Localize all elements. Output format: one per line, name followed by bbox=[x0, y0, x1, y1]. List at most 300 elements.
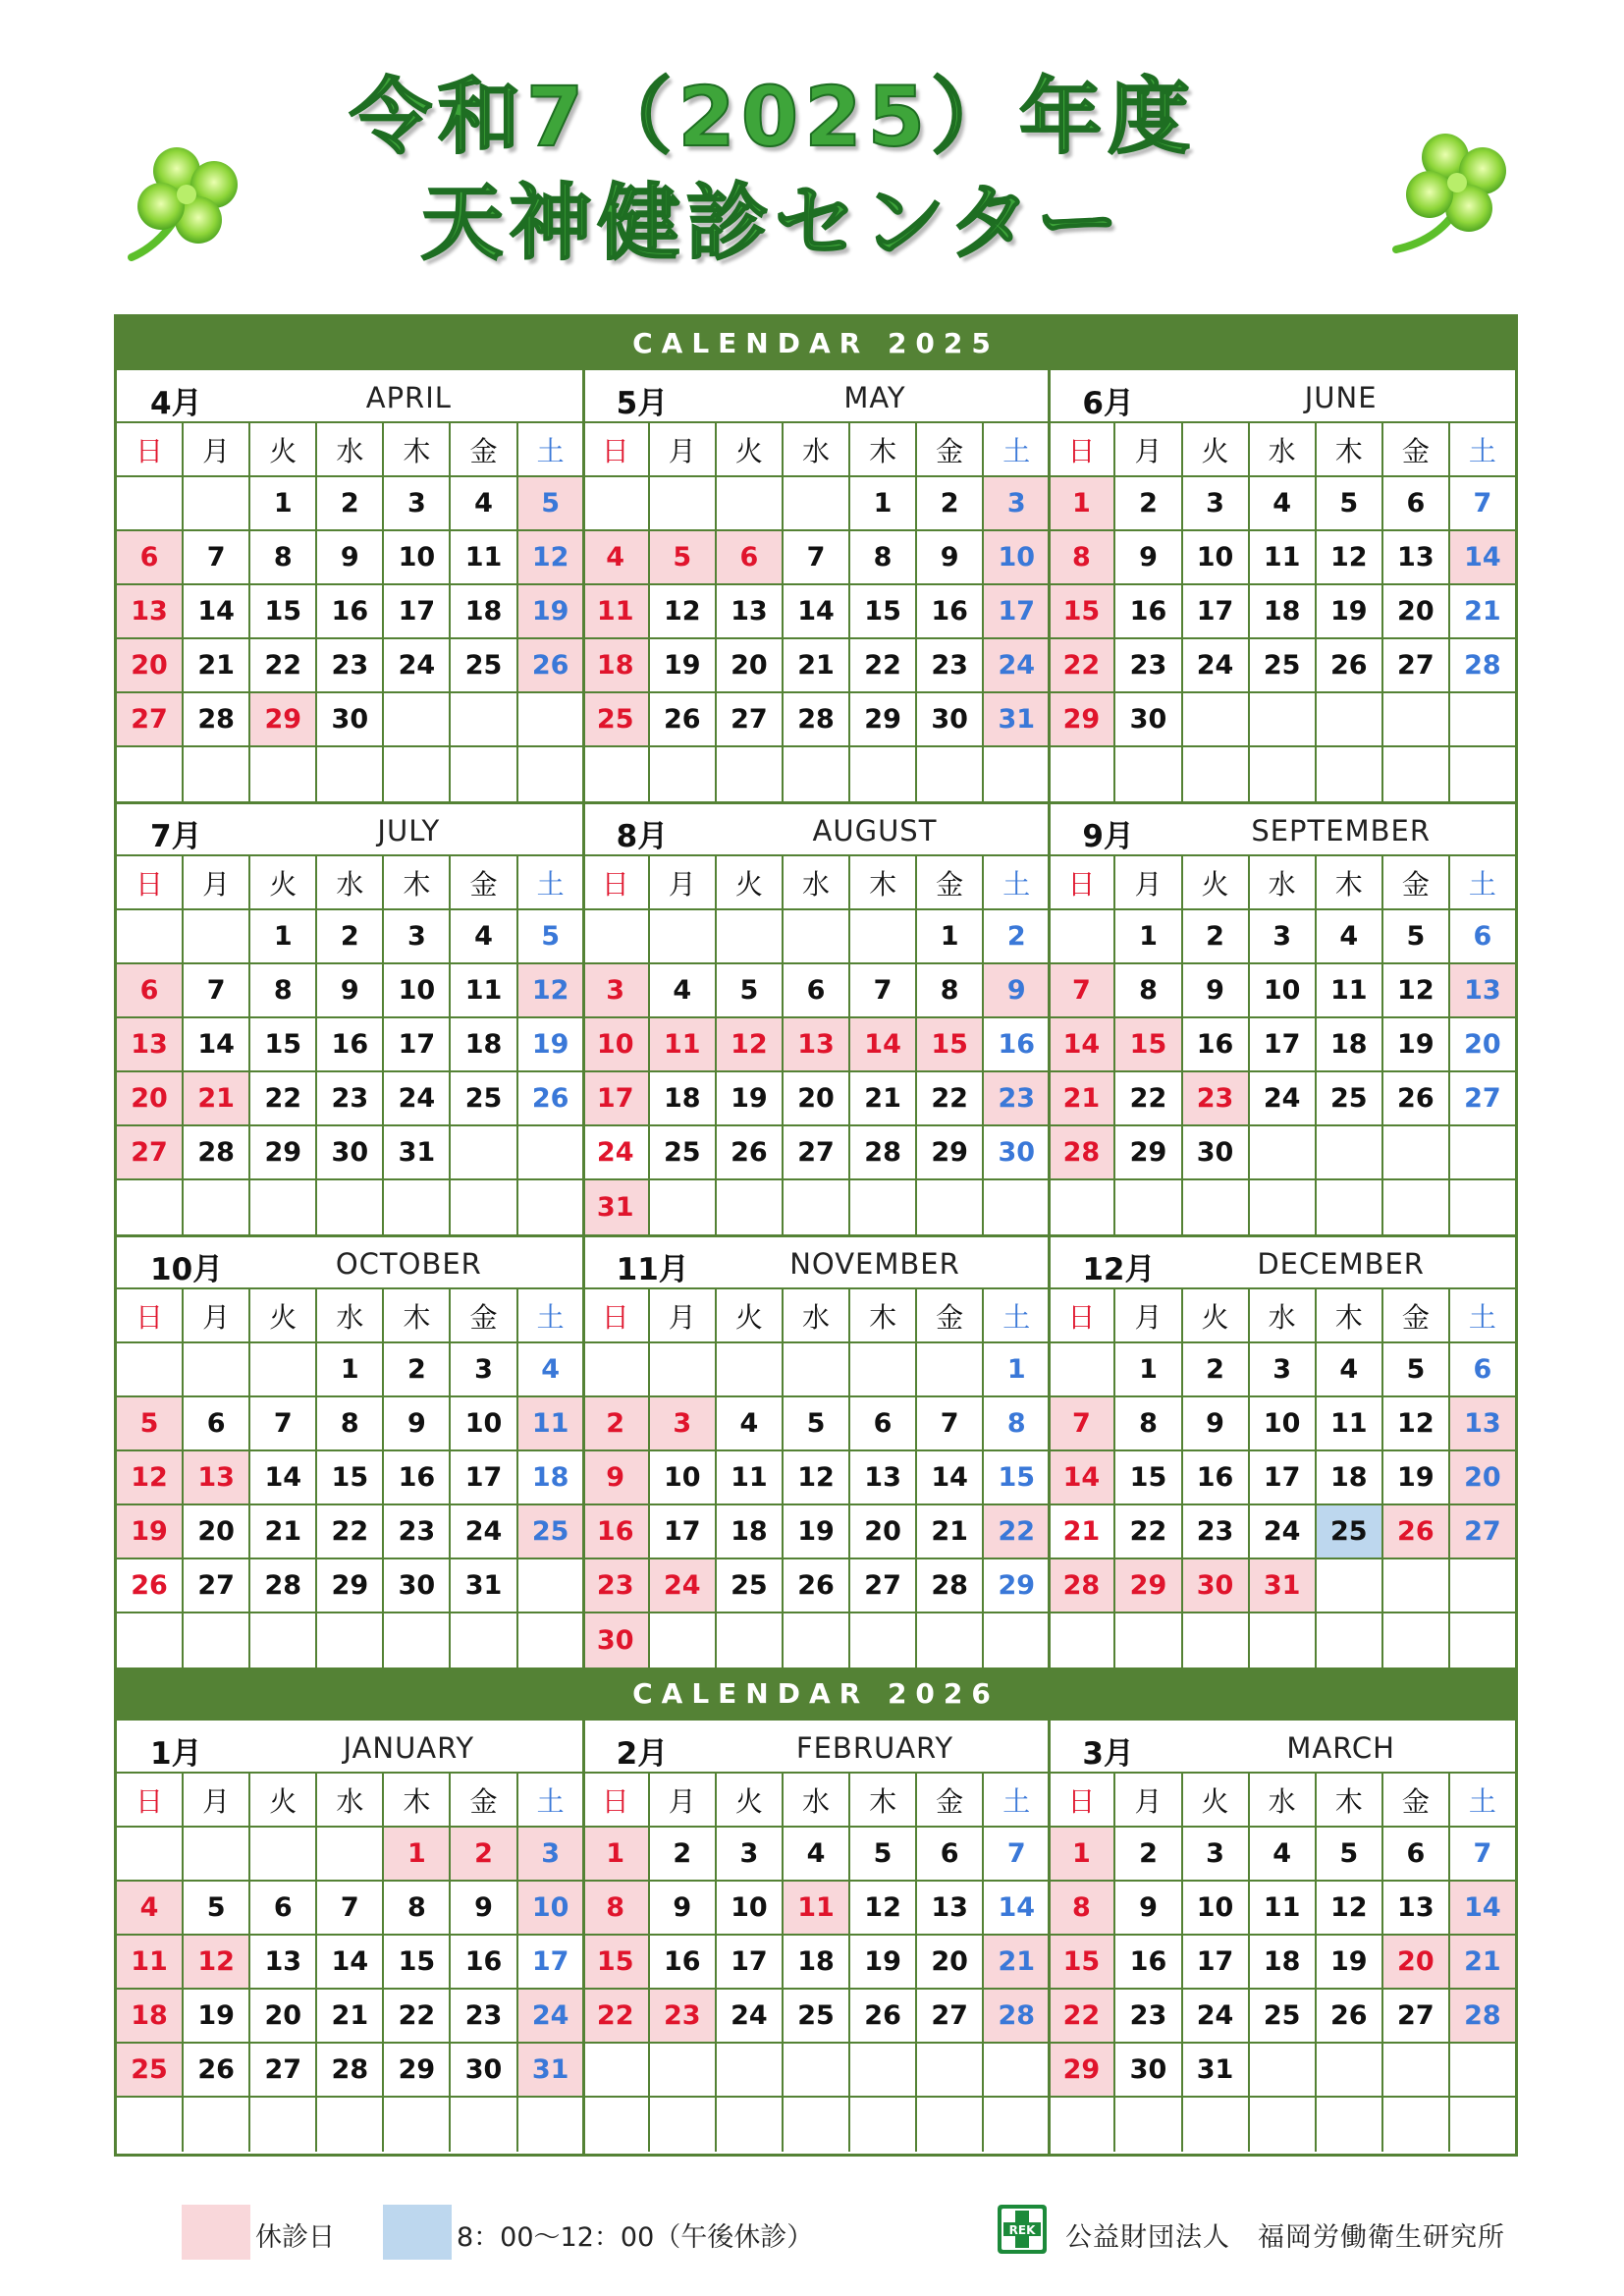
weekday-row bbox=[583, 1774, 1050, 1828]
day-cell: 27 bbox=[1383, 639, 1450, 691]
day-cell: 4 bbox=[541, 1354, 560, 1385]
day-cell: 13 bbox=[1383, 531, 1450, 583]
week-row bbox=[583, 1126, 1050, 1180]
week-row bbox=[1049, 2098, 1515, 2152]
day-cell: 12 bbox=[717, 1018, 784, 1070]
month-number-label: 5月 bbox=[616, 386, 669, 421]
empty-cell bbox=[1383, 2098, 1450, 2152]
weekday-label: 火 bbox=[1183, 856, 1250, 908]
day-cell: 19 bbox=[117, 1505, 184, 1558]
week-row bbox=[1049, 639, 1515, 693]
month-header bbox=[1049, 1236, 1515, 1289]
day-cell: 3 bbox=[583, 964, 650, 1016]
empty-cell bbox=[583, 2044, 650, 2096]
day-cell: 4 bbox=[451, 910, 517, 962]
day-cell: 18 bbox=[1250, 585, 1317, 637]
weekday-label: 土 bbox=[1468, 1784, 1496, 1818]
week-row bbox=[583, 2098, 1050, 2152]
empty-cell bbox=[1317, 1559, 1383, 1612]
day-cell: 25 bbox=[451, 639, 517, 691]
day-cell: 24 bbox=[984, 639, 1049, 691]
day-cell: 1 bbox=[250, 910, 317, 962]
day-cell: 18 bbox=[1317, 1451, 1383, 1503]
empty-cell bbox=[1317, 747, 1383, 801]
day-cell: 21 bbox=[917, 1505, 984, 1558]
week-row bbox=[1049, 477, 1515, 531]
empty-cell bbox=[384, 693, 451, 745]
day-cell: 12 bbox=[117, 1451, 184, 1503]
day-cell: 14 bbox=[998, 1892, 1036, 1923]
empty-cell bbox=[250, 2098, 317, 2152]
empty-cell bbox=[1317, 2044, 1383, 2096]
day-cell: 4 bbox=[583, 531, 650, 583]
empty-cell bbox=[117, 477, 184, 529]
month-number-label: 11月 bbox=[616, 1252, 689, 1287]
day-cell: 18 bbox=[117, 1990, 184, 2042]
weekday-row bbox=[117, 1289, 583, 1343]
day-cell: 10 bbox=[451, 1397, 517, 1449]
weekday-label: 土 bbox=[536, 1300, 565, 1334]
day-cell: 9 bbox=[1115, 1882, 1182, 1934]
empty-cell bbox=[717, 477, 784, 529]
week-row bbox=[117, 964, 583, 1018]
weekday-label: 日 bbox=[583, 423, 650, 475]
empty-cell bbox=[250, 1180, 317, 1234]
month-number-label: 7月 bbox=[150, 819, 202, 854]
weekday-label: 水 bbox=[784, 856, 850, 908]
day-cell: 17 bbox=[583, 1072, 650, 1124]
weekday-row bbox=[1049, 423, 1515, 477]
day-cell: 22 bbox=[583, 1990, 650, 2042]
weekday-label: 水 bbox=[1250, 423, 1317, 475]
week-row bbox=[583, 1990, 1050, 2044]
weekday-label: 水 bbox=[784, 423, 850, 475]
week-row bbox=[1049, 1343, 1515, 1397]
day-cell: 7 bbox=[317, 1882, 384, 1934]
weekday-label: 金 bbox=[1383, 423, 1450, 475]
weekday-label: 水 bbox=[317, 1774, 384, 1826]
day-cell: 7 bbox=[1006, 1838, 1026, 1869]
weekday-label: 水 bbox=[317, 856, 384, 908]
day-cell: 6 bbox=[784, 964, 850, 1016]
day-cell: 28 bbox=[1049, 1126, 1115, 1178]
day-cell: 23 bbox=[384, 1505, 451, 1558]
month-october bbox=[117, 1236, 583, 1669]
weekday-label: 月 bbox=[1115, 856, 1182, 908]
empty-cell bbox=[250, 1343, 317, 1395]
weekday-row bbox=[583, 856, 1050, 910]
empty-cell bbox=[1049, 1180, 1115, 1234]
page-title: 令和7（2025）年度 bbox=[349, 69, 1197, 165]
day-cell: 31 bbox=[384, 1126, 451, 1178]
day-cell: 13 bbox=[117, 585, 184, 637]
week-row bbox=[1049, 1990, 1515, 2044]
empty-cell bbox=[1383, 1126, 1450, 1178]
day-cell: 9 bbox=[1115, 531, 1182, 583]
day-cell: 11 bbox=[1250, 531, 1317, 583]
day-cell: 9 bbox=[650, 1882, 717, 1934]
day-cell: 27 bbox=[250, 2044, 317, 2096]
day-cell: 8 bbox=[384, 1882, 451, 1934]
day-cell: 30 bbox=[317, 1126, 384, 1178]
day-cell: 30 bbox=[583, 1613, 650, 1667]
day-cell: 7 bbox=[1049, 1397, 1115, 1449]
day-cell: 21 bbox=[184, 1072, 250, 1124]
month-english-label: SEPTEMBER bbox=[1251, 814, 1431, 847]
logo-text: REK bbox=[1008, 2223, 1036, 2237]
day-cell: 14 bbox=[184, 585, 250, 637]
day-cell: 10 bbox=[384, 964, 451, 1016]
empty-cell bbox=[850, 747, 917, 801]
empty-cell bbox=[518, 1559, 583, 1612]
week-row bbox=[117, 910, 583, 964]
weekday-label: 金 bbox=[451, 1774, 517, 1826]
day-cell: 10 bbox=[518, 1882, 583, 1934]
empty-cell bbox=[784, 477, 850, 529]
week-row bbox=[583, 1451, 1050, 1505]
month-english-label: MARCH bbox=[1286, 1731, 1395, 1765]
day-cell: 30 bbox=[1183, 1559, 1250, 1612]
day-cell: 15 bbox=[998, 1462, 1036, 1493]
day-cell: 23 bbox=[1115, 639, 1182, 691]
weekday-label: 土 bbox=[1002, 1300, 1031, 1334]
day-cell: 4 bbox=[1317, 910, 1383, 962]
empty-cell bbox=[650, 1343, 717, 1395]
day-cell: 17 bbox=[531, 1946, 569, 1977]
week-row bbox=[1049, 1936, 1515, 1990]
day-cell: 30 bbox=[998, 1137, 1036, 1168]
empty-cell bbox=[184, 477, 250, 529]
month-number-label: 3月 bbox=[1082, 1736, 1134, 1772]
day-cell: 7 bbox=[250, 1397, 317, 1449]
day-cell: 14 bbox=[1450, 1882, 1515, 1934]
day-cell: 13 bbox=[717, 585, 784, 637]
day-cell: 17 bbox=[1250, 1451, 1317, 1503]
empty-cell bbox=[1317, 1126, 1383, 1178]
day-cell: 25 bbox=[583, 693, 650, 745]
column-divider bbox=[582, 370, 585, 1667]
day-cell: 26 bbox=[518, 639, 583, 691]
day-cell: 2 bbox=[384, 1343, 451, 1395]
page-subtitle: 天神健診センター bbox=[420, 175, 1125, 271]
day-cell: 16 bbox=[451, 1936, 517, 1988]
day-cell: 25 bbox=[1250, 639, 1317, 691]
day-cell: 2 bbox=[1183, 1343, 1250, 1395]
day-cell: 21 bbox=[784, 639, 850, 691]
week-row bbox=[583, 477, 1050, 531]
day-cell: 10 bbox=[384, 531, 451, 583]
empty-cell bbox=[317, 747, 384, 801]
month-grid bbox=[117, 856, 583, 1234]
month-november bbox=[583, 1236, 1050, 1669]
empty-cell bbox=[184, 1828, 250, 1880]
day-cell: 28 bbox=[784, 693, 850, 745]
empty-cell bbox=[1383, 1559, 1450, 1612]
column-divider bbox=[1048, 1721, 1051, 2154]
weekday-label: 水 bbox=[1250, 856, 1317, 908]
empty-cell bbox=[1317, 1613, 1383, 1667]
day-cell: 29 bbox=[250, 693, 317, 745]
weekday-label: 土 bbox=[1002, 867, 1031, 901]
weekday-label: 月 bbox=[650, 1289, 717, 1341]
day-cell: 24 bbox=[1250, 1505, 1317, 1558]
empty-cell bbox=[1317, 2098, 1383, 2152]
month-grid bbox=[583, 1774, 1050, 2152]
weekday-label: 火 bbox=[250, 1774, 317, 1826]
day-cell: 27 bbox=[917, 1990, 984, 2042]
day-cell: 21 bbox=[250, 1505, 317, 1558]
month-english-label: AUGUST bbox=[812, 814, 938, 847]
week-row bbox=[1049, 1018, 1515, 1072]
empty-cell bbox=[1049, 1613, 1115, 1667]
day-cell: 24 bbox=[451, 1505, 517, 1558]
day-cell: 8 bbox=[917, 964, 984, 1016]
day-cell: 15 bbox=[250, 1018, 317, 1070]
month-english-label: JUNE bbox=[1304, 381, 1378, 414]
weekday-label: 水 bbox=[317, 423, 384, 475]
day-cell: 29 bbox=[1049, 2044, 1115, 2096]
month-grid bbox=[583, 423, 1050, 801]
empty-cell bbox=[1450, 693, 1515, 745]
weekday-label: 金 bbox=[1383, 856, 1450, 908]
day-cell: 4 bbox=[1250, 477, 1317, 529]
day-cell: 15 bbox=[583, 1936, 650, 1988]
empty-cell bbox=[117, 2098, 184, 2152]
weekday-label: 月 bbox=[1115, 423, 1182, 475]
day-cell: 13 bbox=[850, 1451, 917, 1503]
day-cell: 20 bbox=[1383, 585, 1450, 637]
empty-cell bbox=[984, 2044, 1049, 2096]
week-row bbox=[583, 1882, 1050, 1936]
week-row bbox=[583, 2044, 1050, 2098]
empty-cell bbox=[784, 2044, 850, 2096]
week-row bbox=[117, 1990, 583, 2044]
empty-cell bbox=[184, 1180, 250, 1234]
day-cell: 21 bbox=[1049, 1505, 1115, 1558]
weekday-label: 日 bbox=[117, 1774, 184, 1826]
day-cell: 5 bbox=[1383, 1343, 1450, 1395]
week-row bbox=[1049, 1072, 1515, 1126]
day-cell: 6 bbox=[850, 1397, 917, 1449]
day-cell: 6 bbox=[250, 1882, 317, 1934]
day-cell: 19 bbox=[850, 1936, 917, 1988]
weekday-label: 月 bbox=[184, 423, 250, 475]
day-cell: 29 bbox=[1115, 1126, 1182, 1178]
day-cell: 9 bbox=[984, 964, 1049, 1016]
empty-cell bbox=[518, 1613, 583, 1667]
weekday-label: 木 bbox=[850, 1774, 917, 1826]
day-cell: 22 bbox=[250, 639, 317, 691]
day-cell: 6 bbox=[184, 1397, 250, 1449]
day-cell: 3 bbox=[384, 910, 451, 962]
weekday-label: 火 bbox=[250, 856, 317, 908]
band-divider bbox=[117, 1234, 1515, 1237]
day-cell: 10 bbox=[1250, 1397, 1317, 1449]
day-cell: 22 bbox=[850, 639, 917, 691]
week-row bbox=[117, 1613, 583, 1667]
empty-cell bbox=[984, 1613, 1049, 1667]
day-cell: 18 bbox=[583, 639, 650, 691]
day-cell: 12 bbox=[784, 1451, 850, 1503]
week-row bbox=[117, 1180, 583, 1234]
day-cell: 1 bbox=[317, 1343, 384, 1395]
day-cell: 11 bbox=[451, 531, 517, 583]
month-number-label: 8月 bbox=[616, 819, 669, 854]
day-cell: 16 bbox=[317, 1018, 384, 1070]
week-row bbox=[583, 1072, 1050, 1126]
day-cell: 31 bbox=[1250, 1559, 1317, 1612]
day-cell: 16 bbox=[917, 585, 984, 637]
day-cell: 1 bbox=[384, 1828, 451, 1880]
day-cell: 21 bbox=[850, 1072, 917, 1124]
empty-cell bbox=[384, 1613, 451, 1667]
empty-cell bbox=[917, 1180, 984, 1234]
empty-cell bbox=[650, 2044, 717, 2096]
weekday-label: 日 bbox=[117, 856, 184, 908]
empty-cell bbox=[717, 1613, 784, 1667]
day-cell: 22 bbox=[1115, 1505, 1182, 1558]
empty-cell bbox=[518, 1126, 583, 1178]
day-cell: 19 bbox=[1317, 1936, 1383, 1988]
empty-cell bbox=[1115, 747, 1182, 801]
day-cell: 1 bbox=[1115, 1343, 1182, 1395]
day-cell: 20 bbox=[184, 1505, 250, 1558]
day-cell: 1 bbox=[1115, 910, 1182, 962]
day-cell: 14 bbox=[250, 1451, 317, 1503]
weekday-row bbox=[1049, 1774, 1515, 1828]
weekday-label: 木 bbox=[850, 1289, 917, 1341]
day-cell: 6 bbox=[1473, 1354, 1492, 1385]
weekday-label: 水 bbox=[317, 1289, 384, 1341]
day-cell: 12 bbox=[1383, 964, 1450, 1016]
empty-cell bbox=[1383, 2044, 1450, 2096]
day-cell: 26 bbox=[717, 1126, 784, 1178]
weekday-label: 金 bbox=[1383, 1289, 1450, 1341]
day-cell: 26 bbox=[1317, 639, 1383, 691]
empty-cell bbox=[1450, 747, 1515, 801]
weekday-label: 土 bbox=[536, 434, 565, 467]
week-row bbox=[117, 747, 583, 801]
week-row bbox=[583, 531, 1050, 585]
day-cell: 11 bbox=[1317, 1397, 1383, 1449]
empty-cell bbox=[917, 2044, 984, 2096]
day-cell: 18 bbox=[784, 1936, 850, 1988]
day-cell: 20 bbox=[1464, 1029, 1501, 1060]
day-cell: 20 bbox=[117, 1072, 184, 1124]
day-cell: 7 bbox=[850, 964, 917, 1016]
calendar-frame bbox=[114, 314, 1518, 2157]
day-cell: 19 bbox=[650, 639, 717, 691]
day-cell: 26 bbox=[1383, 1505, 1450, 1558]
day-cell: 16 bbox=[1115, 1936, 1182, 1988]
day-cell: 22 bbox=[250, 1072, 317, 1124]
month-grid bbox=[1049, 1289, 1515, 1667]
day-cell: 21 bbox=[184, 639, 250, 691]
empty-cell bbox=[1450, 1180, 1515, 1234]
day-cell: 19 bbox=[1317, 585, 1383, 637]
day-cell: 22 bbox=[917, 1072, 984, 1124]
empty-cell bbox=[850, 2044, 917, 2096]
week-row bbox=[117, 2098, 583, 2152]
day-cell: 5 bbox=[1317, 477, 1383, 529]
day-cell: 2 bbox=[650, 1828, 717, 1880]
day-cell: 14 bbox=[917, 1451, 984, 1503]
day-cell: 27 bbox=[784, 1126, 850, 1178]
day-cell: 9 bbox=[317, 531, 384, 583]
day-cell: 12 bbox=[1383, 1397, 1450, 1449]
day-cell: 21 bbox=[1450, 1936, 1515, 1988]
day-cell: 9 bbox=[583, 1451, 650, 1503]
day-cell: 9 bbox=[317, 964, 384, 1016]
weekday-row bbox=[583, 1289, 1050, 1343]
day-cell: 28 bbox=[250, 1559, 317, 1612]
empty-cell bbox=[917, 1343, 984, 1395]
day-cell: 8 bbox=[1115, 1397, 1182, 1449]
month-header bbox=[1049, 803, 1515, 856]
day-cell: 5 bbox=[117, 1397, 184, 1449]
day-cell: 12 bbox=[1317, 531, 1383, 583]
legend-am-label: 8：00～12：00（午後休診） bbox=[457, 2222, 814, 2253]
month-english-label: OCTOBER bbox=[335, 1247, 482, 1281]
weekday-label: 月 bbox=[650, 856, 717, 908]
day-cell: 22 bbox=[317, 1505, 384, 1558]
week-row bbox=[583, 1828, 1050, 1882]
day-cell: 8 bbox=[250, 964, 317, 1016]
month-grid bbox=[117, 1289, 583, 1667]
day-cell: 9 bbox=[1183, 1397, 1250, 1449]
day-cell: 22 bbox=[1049, 639, 1115, 691]
week-row bbox=[117, 585, 583, 639]
calendar-2026-banner: CALENDAR 2026 bbox=[117, 1667, 1515, 1721]
empty-cell bbox=[1450, 1613, 1515, 1667]
day-cell: 7 bbox=[184, 531, 250, 583]
month-header bbox=[117, 1721, 583, 1774]
month-number-label: 1月 bbox=[150, 1736, 202, 1772]
empty-cell bbox=[1250, 1180, 1317, 1234]
legend-closed-label: 休診日 bbox=[255, 2222, 335, 2253]
weekday-row bbox=[1049, 1289, 1515, 1343]
empty-cell bbox=[117, 1613, 184, 1667]
weekday-label: 木 bbox=[1317, 1289, 1383, 1341]
day-cell: 18 bbox=[1250, 1936, 1317, 1988]
week-row bbox=[1049, 910, 1515, 964]
weekday-label: 日 bbox=[1049, 1774, 1115, 1826]
day-cell: 7 bbox=[1049, 964, 1115, 1016]
empty-cell bbox=[1250, 693, 1317, 745]
day-cell: 3 bbox=[717, 1828, 784, 1880]
day-cell: 23 bbox=[1183, 1072, 1250, 1124]
day-cell: 26 bbox=[1317, 1990, 1383, 2042]
month-english-label: MAY bbox=[843, 381, 906, 414]
day-cell: 15 bbox=[1115, 1018, 1182, 1070]
empty-cell bbox=[1049, 1343, 1115, 1395]
day-cell: 17 bbox=[717, 1936, 784, 1988]
weekday-label: 火 bbox=[717, 1774, 784, 1826]
clover-icon bbox=[120, 128, 267, 275]
day-cell: 14 bbox=[850, 1018, 917, 1070]
empty-cell bbox=[184, 1343, 250, 1395]
empty-cell bbox=[784, 747, 850, 801]
week-row bbox=[117, 531, 583, 585]
day-cell: 2 bbox=[317, 910, 384, 962]
month-august bbox=[583, 803, 1050, 1236]
day-cell: 23 bbox=[317, 639, 384, 691]
weekday-label: 木 bbox=[384, 856, 451, 908]
empty-cell bbox=[1250, 1613, 1317, 1667]
day-cell: 26 bbox=[650, 693, 717, 745]
day-cell: 13 bbox=[250, 1936, 317, 1988]
day-cell: 19 bbox=[518, 585, 583, 637]
